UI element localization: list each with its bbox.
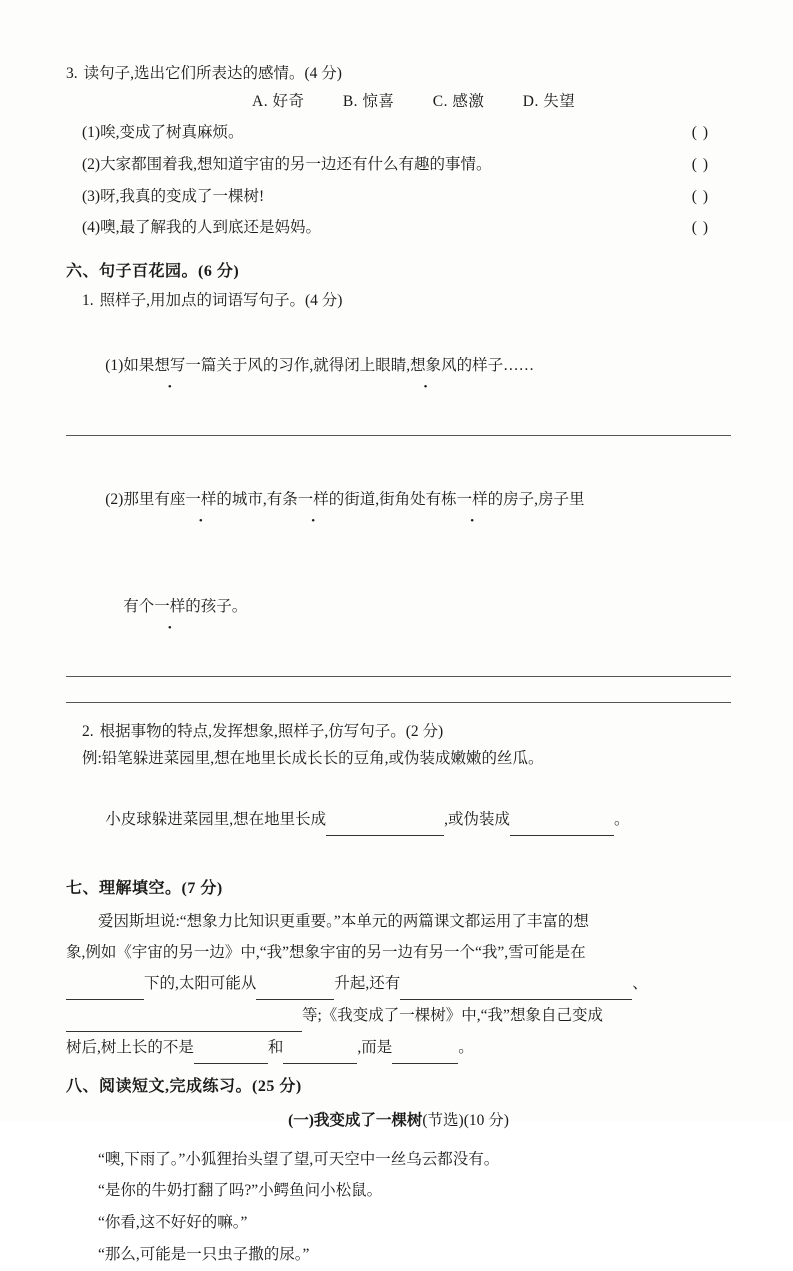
fill-blank[interactable] [66,1000,302,1032]
question-3-item [82,181,731,213]
section-7-score: 。(7 分) [165,880,223,898]
option-a: A. 好奇 [252,93,305,111]
item1-prefix: (1)如果 [105,357,155,375]
item2-line2-end: 的孩子。 [185,598,248,616]
section-7-line-5 [66,1032,731,1064]
passage-line: “是你的牛奶打翻了吗?”小鳄鱼问小松鼠。 [98,1182,383,1200]
passage-line: “噢,下雨了。”小狐狸抬头望了望,可天空中一丝乌云都没有。 [98,1150,500,1168]
dotted-word: 一样 [297,491,329,509]
fill-blank[interactable] [66,968,144,1000]
question-3-item [82,212,731,244]
section-7-line-1: 爱因斯坦说:“想象力比知识更重要。”本单元的两篇课文都运用了丰富的想 [98,912,589,930]
item2-line2-prefix: 有个 [123,598,155,616]
section-7-heading [66,872,731,906]
item2-mid3: 的房子,房子里 [487,491,585,509]
fill-blank[interactable] [194,1032,268,1064]
passage-title-main: (一)我变成了一棵树 [288,1111,423,1129]
item2-mid2: 的街道,街角处有栋 [328,491,457,509]
answer-blank[interactable]: ( ) [691,187,709,205]
option-b: B. 惊喜 [342,93,395,111]
question-3-item [82,149,731,181]
answer-blank[interactable]: ( ) [691,219,709,237]
passage-line: “你看,这不好好的嘛。” [98,1214,248,1232]
dotted-word: 一样 [185,491,217,509]
question-3-options [66,86,731,117]
q1-item-2-line-2 [66,554,731,661]
q2-example: 例:铅笔躲进菜园里,想在地里长成长长的豆角,或伪装成嫩嫩的丝瓜。 [82,750,544,768]
dotted-word: 一样 [154,598,186,616]
section-8-heading [66,1070,731,1104]
section-7-line-3: 下的,太阳可能从 升起,还有 、 [66,968,731,1000]
fill-blank[interactable] [283,1032,357,1064]
item-text: (3)呀,我真的变成了一棵树! [82,187,265,205]
passage-line: “那么,可能是一只虫子撒的尿。” [98,1245,310,1263]
question-3 [66,62,731,86]
line5-text-c: ,而是 [357,1038,393,1056]
section-7-line-2: 象,例如《宇宙的另一边》中,“我”想象宇宙的另一边有另一个“我”,雪可能是在 [66,943,586,961]
answer-blank[interactable]: ( ) [691,124,709,142]
question-3-number: 3. [66,65,78,82]
item-text: (4)噢,最了解我的人到底还是妈妈。 [82,219,321,237]
section-8-score: 。(25 分) [235,1077,302,1095]
section-6-title: 六、句子百花园 [66,263,182,281]
section-6-heading [66,255,731,289]
section-8-title: 八、阅读短文,完成练习 [66,1077,236,1095]
line3-text-b: 升起,还有 [334,974,401,992]
item1-mid: 一篇关于风的习作,就得闭上眼睛, [185,357,411,375]
q2-answer-mid: ,或伪装成 [444,810,511,828]
dotted-word: 一样 [456,491,488,509]
section-6-question-1 [66,289,731,313]
q1-item-1 [66,313,731,420]
dotted-word: 想象 [410,357,442,375]
line5-text-b: 和 [267,1038,284,1056]
item2-mid1: 的城市,有条 [216,491,298,509]
fill-blank[interactable] [256,968,334,1000]
q2-answer-row [66,775,731,867]
line5-text-a: 树后,树上长的不是 [66,1038,194,1056]
worksheet-content [66,62,731,1271]
section-6-question-2 [66,720,731,744]
item2-prefix: (2)那里有座 [105,491,186,509]
item-text: (1)唉,变成了树真麻烦。 [82,124,244,142]
question-3-prompt: 读句子,选出它们所表达的感情。(4 分) [83,65,342,82]
option-d: D. 失望 [522,93,576,111]
passage-title-note: (节选)(10 分) [422,1111,509,1129]
question-3-item [82,117,731,149]
line3-text-a: 下的,太阳可能从 [144,974,257,992]
line4-text: 等;《我变成了一棵树》中,“我”想象自己变成 [302,1006,603,1024]
q2-answer-prefix: 小皮球躲进菜园里,想在地里长成 [105,810,327,828]
item1-end: 风的样子…… [441,357,535,375]
q1-number: 1. [82,291,94,309]
fill-blank[interactable] [392,1032,458,1064]
fill-blank[interactable] [400,968,632,1000]
fill-blank[interactable] [510,805,614,836]
q2-answer-end: 。 [614,810,630,828]
q1-item-2-line-1 [66,447,731,554]
q2-number: 2. [82,723,94,741]
reading-passage-title [66,1104,731,1138]
dotted-word: 想写 [154,357,186,375]
section-6-score: 。(6 分) [181,263,240,281]
option-c: C. 感激 [432,93,485,111]
section-7-line-4 [66,1000,731,1032]
item-text: (2)大家都围着我,想知道宇宙的另一边还有什么有趣的事情。 [82,155,492,173]
line5-text-d: 。 [458,1038,474,1056]
answer-blank[interactable]: ( ) [691,155,709,173]
section-7-title: 七、理解填空 [66,880,166,898]
q2-prompt: 根据事物的特点,发挥想象,照样子,仿写句子。(2 分) [99,723,444,741]
q1-prompt: 照样子,用加点的词语写句子。(4 分) [99,291,343,309]
writing-blank-line[interactable] [66,676,731,677]
fill-blank[interactable] [326,805,444,836]
